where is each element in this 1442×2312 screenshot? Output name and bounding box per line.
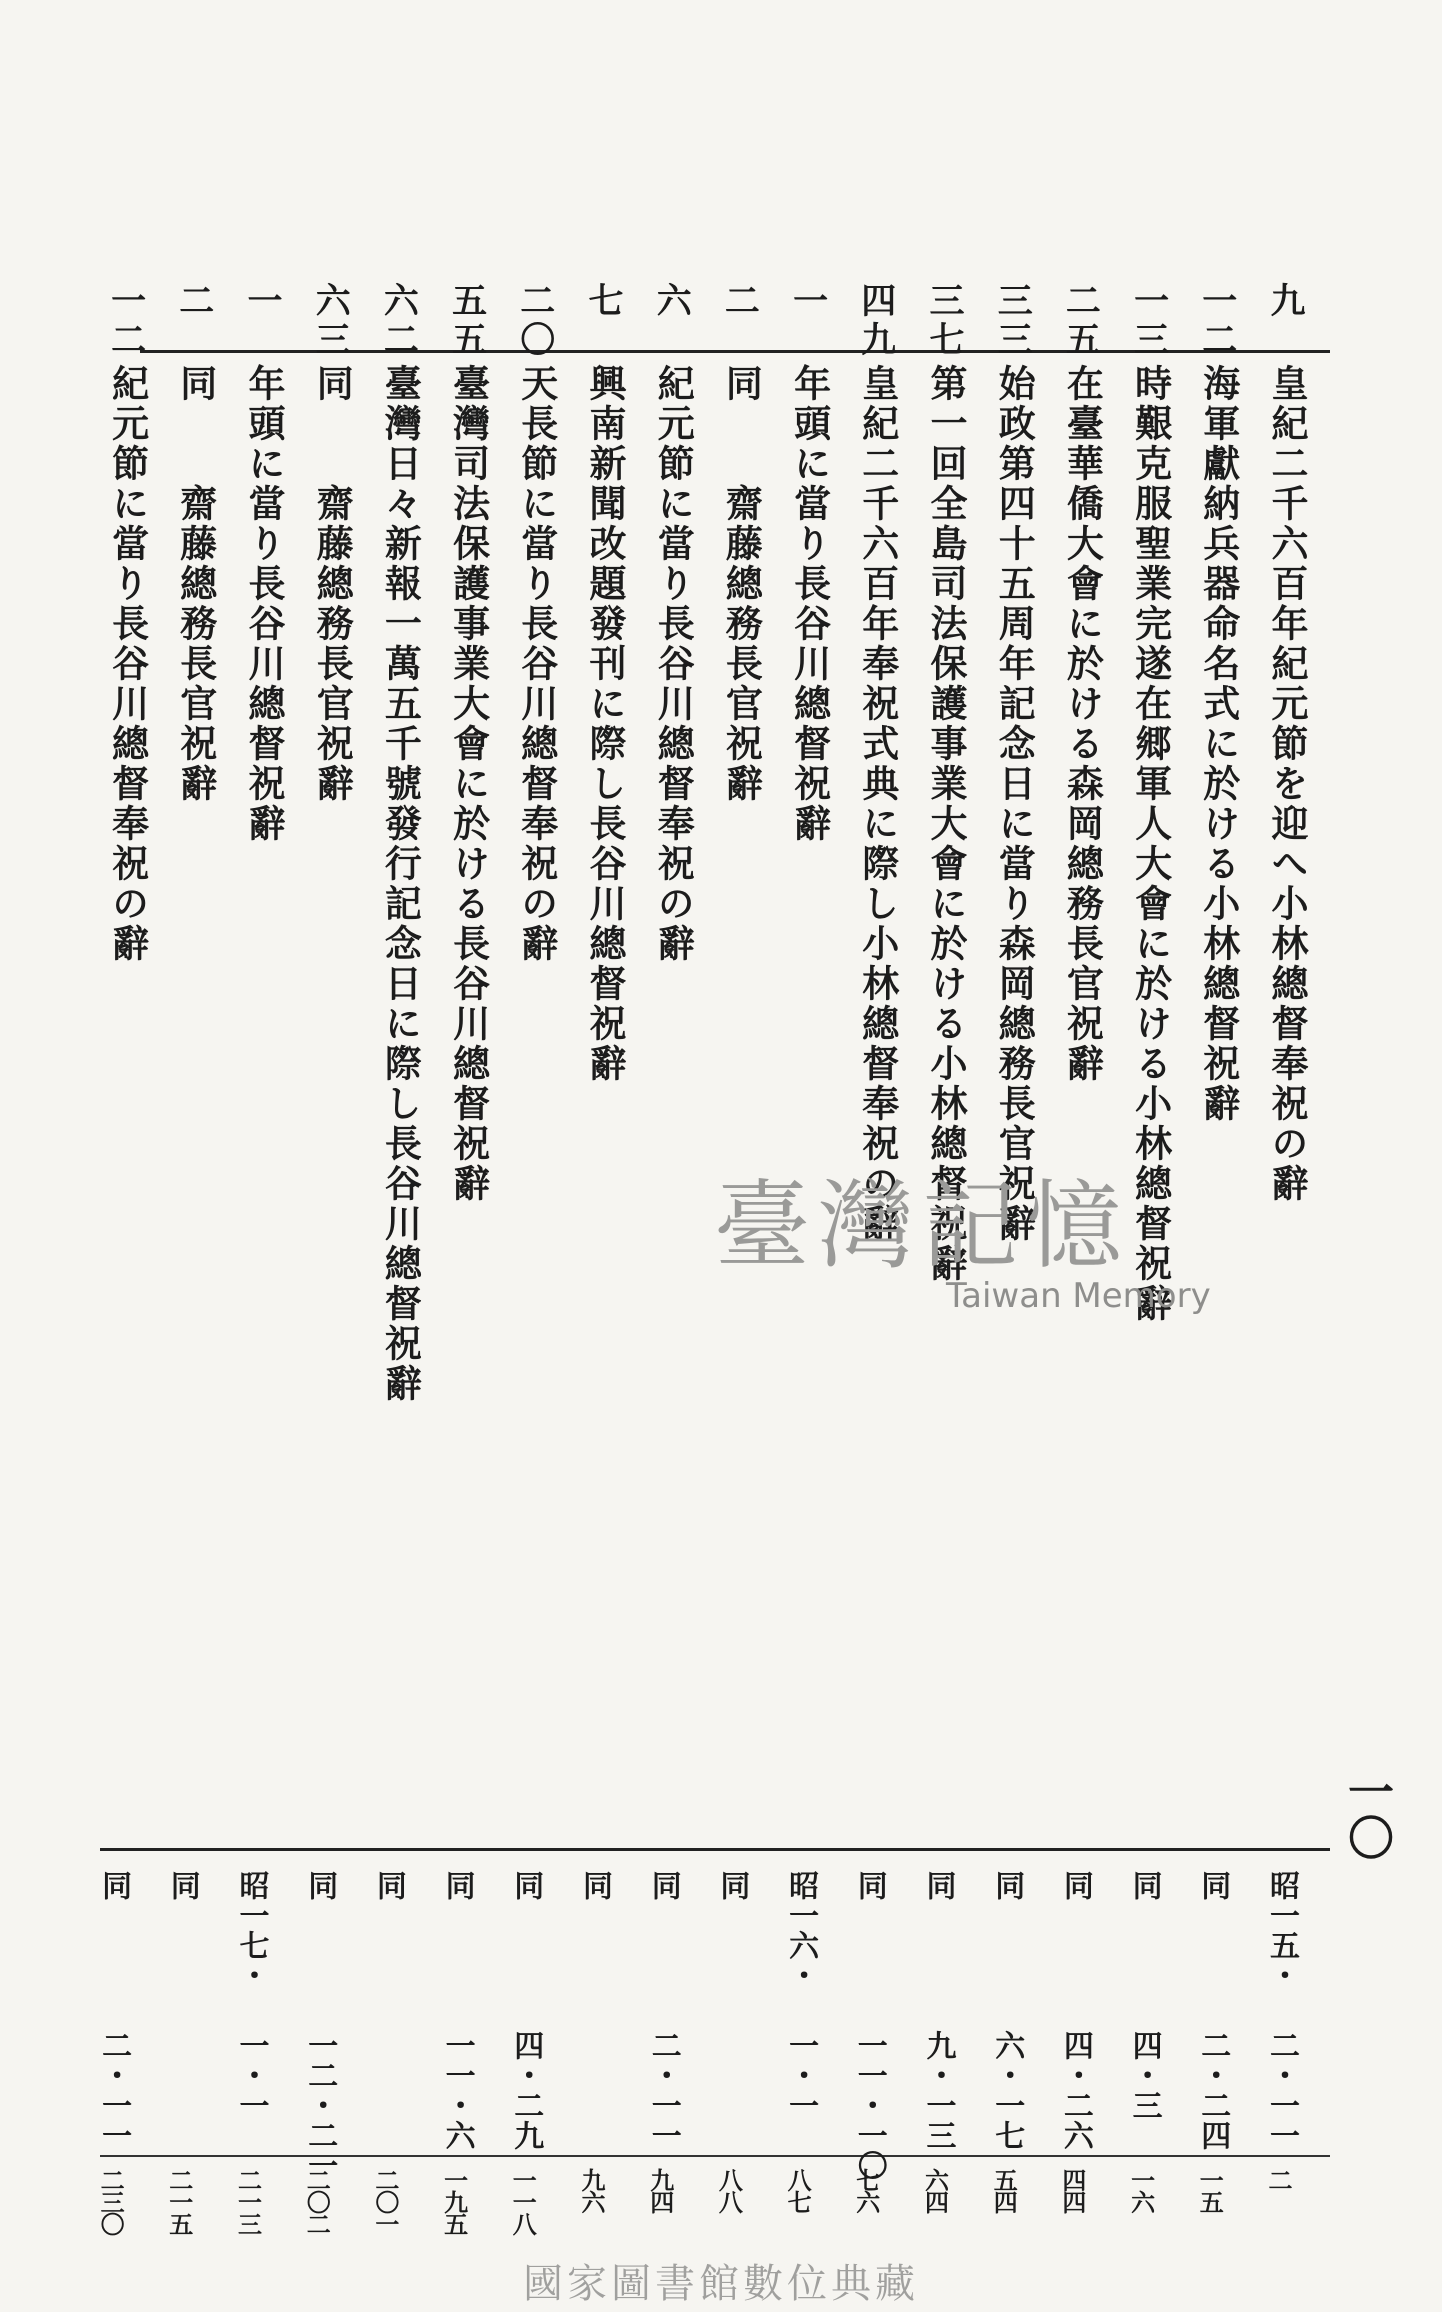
date-month-day: 九・一三 (920, 2030, 956, 2150)
entry-title: 臺灣司法保護事業大會に於ける長谷川總督祝辭 (446, 364, 491, 1204)
entry-title: 同 齋藤總務長官祝辭 (173, 364, 218, 804)
entry-title: 興南新聞改題發刊に際し長谷川總督祝辭 (583, 364, 627, 1084)
entry-title: 第一回全島司法保護事業大會に於ける小林總督祝辭 (924, 364, 968, 1284)
date-month-day: 四・三 (1126, 2030, 1162, 2120)
entry-page-number: 六 (651, 282, 693, 321)
entry-title: 紀元節に當り長谷川總督奉祝の辭 (651, 364, 696, 964)
date-era: 同 (1126, 1870, 1162, 1900)
watermark-main: 臺灣記憶 (714, 1170, 1130, 1282)
date-era: 同 (1057, 1870, 1093, 1900)
watermark (714, 1150, 1214, 1330)
entry-title: 臺灣日々新報一萬五千號發行記念日に際し長谷川總督祝辭 (378, 364, 423, 1404)
reference-number: 九六 (577, 2168, 606, 2212)
date-era: 同 (1195, 1870, 1231, 1900)
date-month-day: 一一・一〇 (851, 2030, 887, 2180)
entry-page-number: 七 (583, 282, 624, 321)
entry-title: 天長節に當り長谷川總督奉祝の辭 (514, 364, 559, 964)
page-folio: 一〇 (1341, 1768, 1395, 1860)
entry-title: 年頭に當り長谷川總督祝辭 (242, 364, 286, 844)
date-era: 昭一五・ (1264, 1870, 1299, 1990)
reference-number: 五四 (989, 2168, 1019, 2212)
lower-rule-top (100, 1848, 1330, 1851)
entry-page-number: 三三 (992, 282, 1034, 360)
entry-page-number: 二 (173, 282, 215, 321)
reference-number: 一一八 (508, 2168, 538, 2234)
date-era: 同 (645, 1870, 681, 1900)
date-era: 同 (714, 1870, 750, 1900)
reference-number: 八八 (714, 2168, 744, 2212)
reference-number: 二三〇 (96, 2168, 126, 2234)
entry-title: 在臺華僑大會に於ける森岡總務長官祝辭 (1060, 364, 1105, 1084)
reference-number: 一五 (1195, 2168, 1225, 2212)
entry-page-number: 一 (242, 282, 283, 321)
date-month-day: 一二・二一 (302, 2030, 338, 2180)
reference-number: 二一三 (233, 2168, 263, 2234)
date-month-day: 六・一七 (989, 2030, 1025, 2150)
date-era: 同 (577, 1870, 612, 1900)
entry-title: 皇紀二千六百年奉祝式典に際し小林總督奉祝の辭 (855, 364, 900, 1244)
date-era: 同 (508, 1870, 544, 1900)
date-era: 同 (370, 1870, 406, 1900)
date-era: 同 (439, 1870, 475, 1900)
reference-number: 八七 (783, 2168, 813, 2212)
entry-title: 時艱克服聖業完遂在郷軍人大會に於ける小林總督祝辭 (1128, 364, 1173, 1324)
entry-page-number: 六三 (310, 282, 352, 360)
reference-number: 四四 (1057, 2168, 1087, 2212)
reference-number: 二 (1264, 2168, 1293, 2190)
entry-title: 皇紀二千六百年紀元節を迎へ小林總督奉祝の辭 (1265, 364, 1309, 1204)
footer-credit: 國家圖書館數位典藏 (523, 2261, 919, 2307)
reference-number: 七六 (851, 2168, 881, 2212)
entry-page-number: 五五 (446, 282, 488, 360)
reference-number: 二〇二 (302, 2168, 332, 2234)
entry-title: 紀元節に當り長谷川總督奉祝の辭 (105, 364, 150, 964)
entry-page-number: 九 (1265, 282, 1306, 321)
date-era: 同 (989, 1870, 1025, 1900)
watermark-sub: Taiwan Memory (946, 1276, 1211, 1316)
entry-page-number: 二五 (1060, 282, 1102, 360)
date-era: 同 (302, 1870, 338, 1900)
entry-page-number: 一 (787, 282, 829, 321)
date-era: 昭一七・ (233, 1870, 269, 1990)
entry-title: 同 齋藤總務長官祝辭 (719, 364, 764, 804)
reference-number: 二〇一 (370, 2168, 400, 2234)
date-month-day: 一一・六 (439, 2030, 475, 2150)
lower-rule-mid (100, 2155, 1330, 2157)
entry-title: 始政第四十五周年記念日に當り森岡總務長官祝辭 (992, 364, 1037, 1244)
entry-title: 海軍獻納兵器命名式に於ける小林總督祝辭 (1196, 364, 1241, 1124)
date-month-day: 二・一一 (1264, 2030, 1299, 2150)
date-month-day: 二・一一 (96, 2030, 132, 2150)
entry-title: 同 齋藤總務長官祝辭 (310, 364, 355, 804)
date-era: 同 (96, 1870, 132, 1900)
date-era: 昭一六・ (783, 1870, 819, 1990)
entry-page-number: 二 (719, 282, 761, 321)
date-month-day: 四・二六 (1057, 2030, 1093, 2150)
date-month-day: 四・二九 (508, 2030, 544, 2150)
entry-page-number: 一三 (1128, 282, 1170, 360)
date-era: 同 (920, 1870, 956, 1900)
reference-number: 九四 (645, 2168, 675, 2212)
entry-page-number: 三七 (924, 282, 965, 360)
date-month-day: 一・一 (783, 2030, 819, 2120)
reference-number: 二一五 (164, 2168, 194, 2234)
date-era: 同 (164, 1870, 200, 1900)
entry-page-number: 四九 (855, 282, 897, 360)
reference-number: 六四 (920, 2168, 950, 2212)
date-month-day: 二・二四 (1195, 2030, 1231, 2150)
date-month-day: 二・一一 (645, 2030, 681, 2150)
entry-title: 年頭に當り長谷川總督祝辭 (787, 364, 832, 844)
reference-number: 一六 (1126, 2168, 1156, 2212)
entry-page-number: 一二 (1196, 282, 1238, 360)
entry-page-number: 一二 (105, 282, 147, 360)
date-era: 同 (851, 1870, 887, 1900)
entry-page-number: 六二 (378, 282, 420, 360)
reference-number: 一九五 (439, 2168, 469, 2234)
date-month-day: 一・一 (233, 2030, 269, 2120)
entry-page-number: 二〇 (514, 282, 556, 360)
